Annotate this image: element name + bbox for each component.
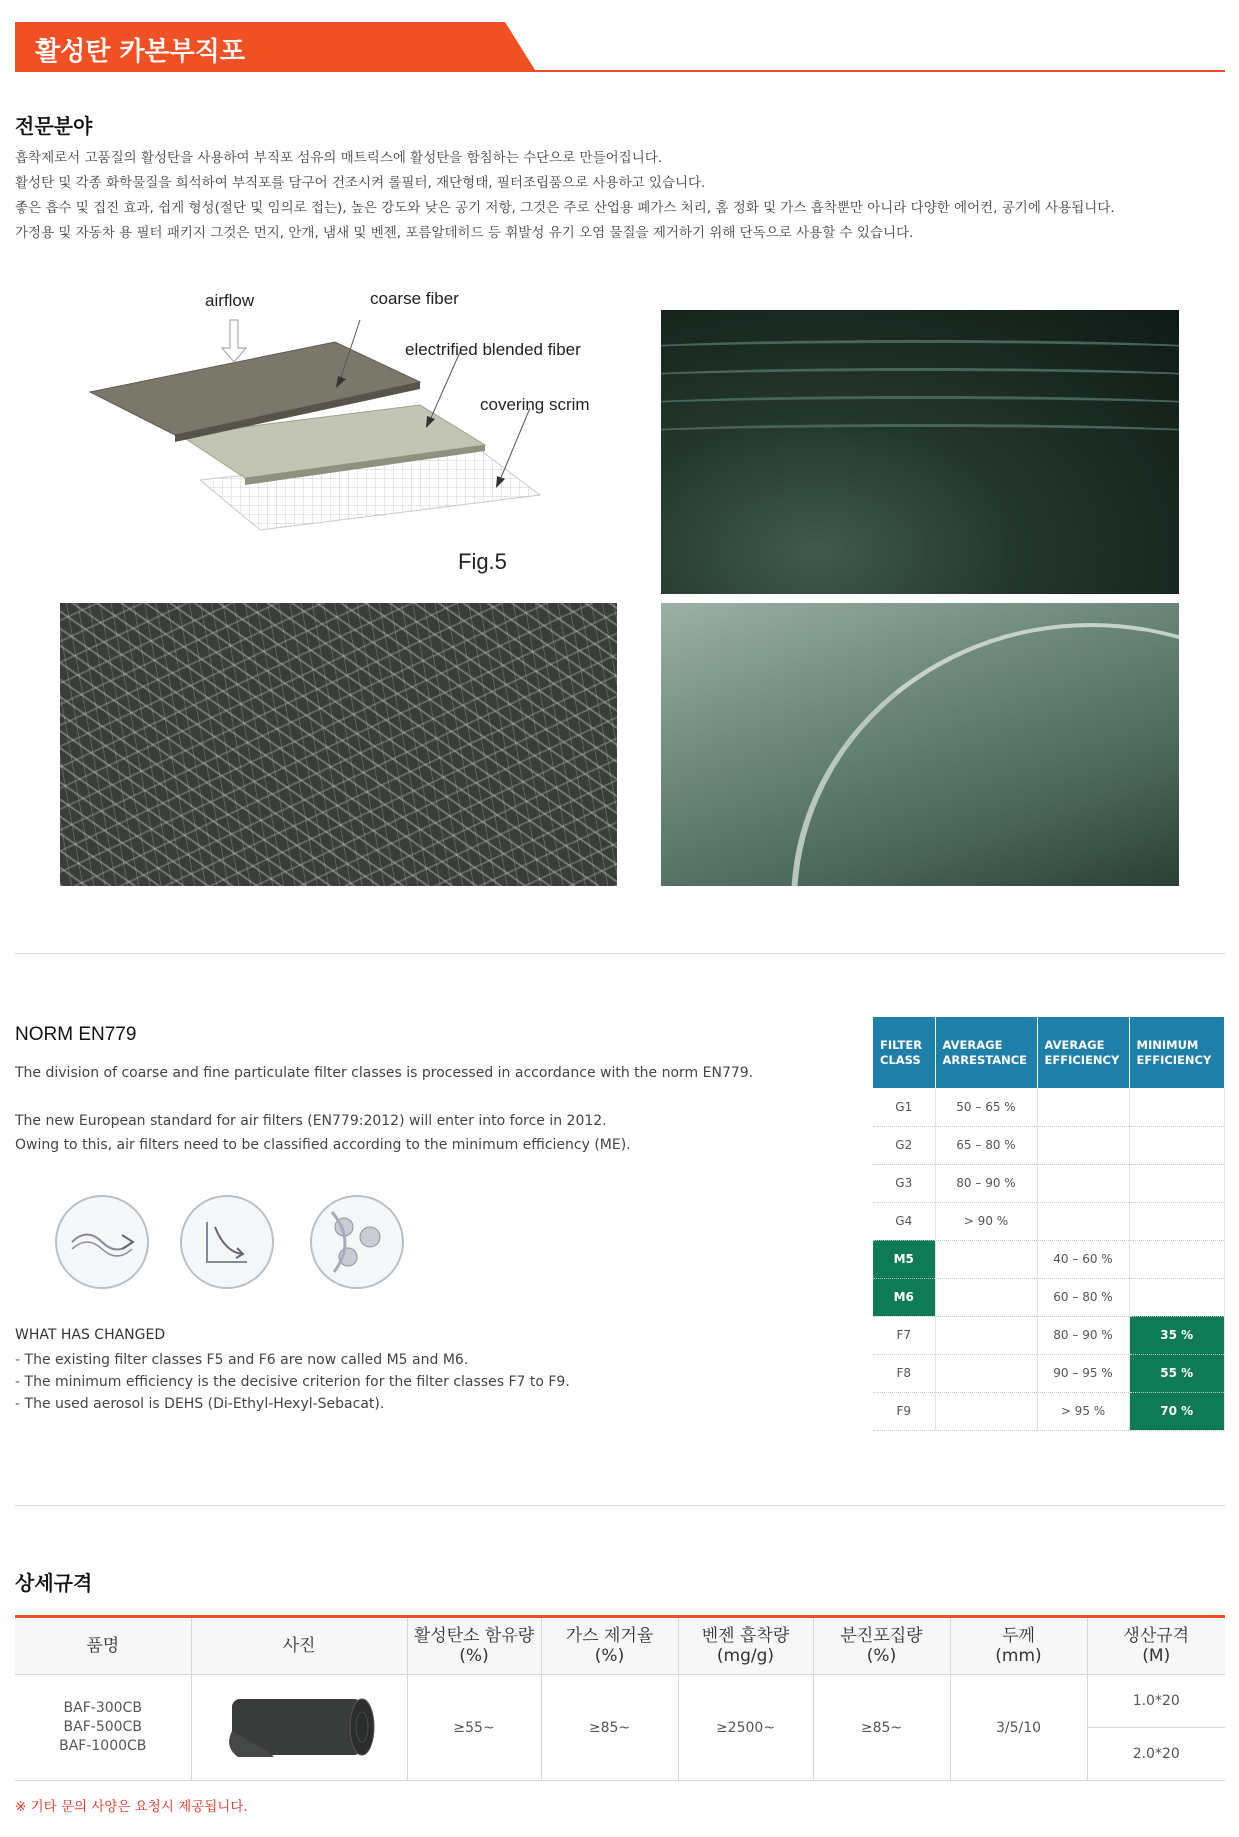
table-row	[873, 1354, 1225, 1392]
spec-heading: 상세규격	[15, 1571, 93, 1595]
norm-paragraph: The new European standard for air filters (EN779:2012) will enter into force in 2012.	[15, 1113, 607, 1129]
list-item: - The minimum efficiency is the decisive criterion for the filter classes F7 to F9.	[15, 1371, 570, 1393]
particle-capture-icon	[310, 1195, 404, 1289]
changed-list	[15, 1349, 570, 1415]
spec-col-size: 생산규격 (M)	[1087, 1617, 1225, 1675]
efficiency-cell: 40 – 60 %	[1037, 1240, 1129, 1278]
size-value: 2.0*20	[1087, 1728, 1225, 1781]
filter-class: F7	[873, 1316, 935, 1354]
table-row	[873, 1202, 1225, 1240]
spec-col-benzene: 벤젠 흡착량 (mg/g)	[678, 1617, 813, 1675]
intro-text	[15, 146, 1225, 246]
filter-class: F8	[873, 1354, 935, 1392]
spec-col-dust: 분진포집량 (%)	[813, 1617, 950, 1675]
benzene-value: ≥2500~	[678, 1675, 813, 1781]
norm-heading: NORM EN779	[15, 1024, 137, 1045]
min-efficiency-cell	[1129, 1202, 1225, 1240]
title-bar	[15, 22, 1225, 72]
arrestance-cell: 50 – 65 %	[935, 1088, 1037, 1126]
filter-class: F9	[873, 1392, 935, 1430]
filter-layer-diagram	[60, 280, 640, 590]
carbon-fabric-edge-photo	[661, 603, 1179, 886]
norm-paragraph: Owing to this, air filters need to be classified according to the minimum efficiency (ME).	[15, 1137, 631, 1153]
efficiency-cell: 90 – 95 %	[1037, 1354, 1129, 1392]
efficiency-cell: > 95 %	[1037, 1392, 1129, 1430]
spec-col-photo: 사진	[191, 1617, 407, 1675]
table-row	[15, 1675, 1225, 1728]
efficiency-cell	[1037, 1164, 1129, 1202]
efficiency-cell: 60 – 80 %	[1037, 1278, 1129, 1316]
table-row	[873, 1126, 1225, 1164]
list-item: - The used aerosol is DEHS (Di-Ethyl-Hexyl-Sebacat).	[15, 1393, 570, 1415]
filter-class: G1	[873, 1088, 935, 1126]
min-efficiency-cell	[1129, 1126, 1225, 1164]
efficiency-cell: 80 – 90 %	[1037, 1316, 1129, 1354]
arrestance-cell: 65 – 80 %	[935, 1126, 1037, 1164]
table-row	[873, 1088, 1225, 1126]
figure-label: Fig.5	[458, 549, 507, 574]
efficiency-cell	[1037, 1088, 1129, 1126]
product-photo-cell	[191, 1675, 407, 1781]
spec-col-gas: 가스 제거율 (%)	[541, 1617, 678, 1675]
intro-line: 흡착제로서 고품질의 활성탄을 사용하여 부직포 섬유의 매트릭스에 활성탄을 함침하는 수단으로 만들어집니다.	[15, 150, 663, 166]
thickness-value: 3/5/10	[950, 1675, 1087, 1781]
impaction-icon	[180, 1195, 274, 1289]
spec-col-carbon: 활성탄소 함유량 (%)	[407, 1617, 541, 1675]
min-efficiency-cell: 70 %	[1129, 1392, 1225, 1430]
arrestance-cell: 80 – 90 %	[935, 1164, 1037, 1202]
carbon-roll-image	[214, 1691, 384, 1761]
min-efficiency-cell: 55 %	[1129, 1354, 1225, 1392]
page-title: 활성탄 카본부직포	[35, 37, 245, 67]
min-efficiency-cell	[1129, 1240, 1225, 1278]
min-efficiency-cell: 35 %	[1129, 1316, 1225, 1354]
spec-col-thickness: 두께 (mm)	[950, 1617, 1087, 1675]
coarse-filter-icon	[55, 1195, 149, 1289]
carbon-value: ≥55~	[407, 1675, 541, 1781]
intro-heading: 전문분야	[15, 114, 93, 138]
filter-class: G3	[873, 1164, 935, 1202]
table-header: FILTER CLASS	[873, 1017, 935, 1088]
table-row	[873, 1316, 1225, 1354]
divider	[15, 1505, 1225, 1506]
spec-table	[15, 1615, 1225, 1781]
spec-col-name: 품명	[15, 1617, 191, 1675]
model-cell: BAF-300CB BAF-500CB BAF-1000CB	[15, 1675, 191, 1781]
filter-class: M6	[873, 1278, 935, 1316]
table-row	[873, 1164, 1225, 1202]
covering-scrim-label: covering scrim	[480, 395, 590, 414]
electrified-fiber-label: electrified blended fiber	[405, 340, 581, 359]
table-header: AVERAGE EFFICIENCY	[1037, 1017, 1129, 1088]
dust-value: ≥85~	[813, 1675, 950, 1781]
efficiency-cell	[1037, 1202, 1129, 1240]
divider	[15, 953, 1225, 954]
intro-line: 좋은 흡수 및 집진 효과, 쉽게 형성(절단 및 임의로 접는), 높은 강도와 낮은 공기 저항, 그것은 주로 산업용 폐가스 처리, 홈 정화 및 가스 흡착뿐만 아니라 다양한 에어컨, 공기에 사용됩니다.	[15, 200, 1115, 216]
norm-paragraph: The division of coarse and fine particulate filter classes is processed in accordance with the norm EN779.	[15, 1065, 754, 1081]
arrestance-cell	[935, 1278, 1037, 1316]
filter-class: G2	[873, 1126, 935, 1164]
efficiency-cell	[1037, 1126, 1129, 1164]
carbon-roll-photo	[661, 310, 1179, 594]
airflow-arrow	[222, 320, 246, 362]
table-row	[873, 1240, 1225, 1278]
min-efficiency-cell	[1129, 1278, 1225, 1316]
airflow-label: airflow	[205, 291, 255, 310]
list-item: - The existing filter classes F5 and F6 are now called M5 and M6.	[15, 1349, 570, 1371]
fiber-microscope-photo	[60, 603, 617, 886]
size-value: 1.0*20	[1087, 1675, 1225, 1728]
arrestance-cell	[935, 1392, 1037, 1430]
min-efficiency-cell	[1129, 1164, 1225, 1202]
intro-line: 가정용 및 자동차 용 필터 패키지 그것은 먼지, 안개, 냄새 및 벤젠, 포름알데히드 등 휘발성 유기 오염 물질을 제거하기 위해 단독으로 사용할 수 있습니다.	[15, 225, 914, 241]
coarse-fiber-label: coarse fiber	[370, 289, 459, 308]
intro-line: 활성탄 및 각종 화학물질을 희석하여 부직포를 담구어 건조시켜 롤필터, 재단형태, 필터조립품으로 사용하고 있습니다.	[15, 175, 706, 191]
min-efficiency-cell	[1129, 1088, 1225, 1126]
inquiry-note: ※ 기타 문의 사양은 요청시 제공됩니다.	[15, 1799, 248, 1815]
table-row	[873, 1392, 1225, 1430]
table-row	[873, 1278, 1225, 1316]
arrestance-cell: > 90 %	[935, 1202, 1037, 1240]
table-header: AVERAGE ARRESTANCE	[935, 1017, 1037, 1088]
table-header: MINIMUM EFFICIENCY	[1129, 1017, 1225, 1088]
arrestance-cell	[935, 1240, 1037, 1278]
arrestance-cell	[935, 1354, 1037, 1392]
filter-class: M5	[873, 1240, 935, 1278]
changed-heading: WHAT HAS CHANGED	[15, 1327, 166, 1343]
arrestance-cell	[935, 1316, 1037, 1354]
en779-table	[873, 1017, 1225, 1431]
gas-value: ≥85~	[541, 1675, 678, 1781]
filter-class: G4	[873, 1202, 935, 1240]
